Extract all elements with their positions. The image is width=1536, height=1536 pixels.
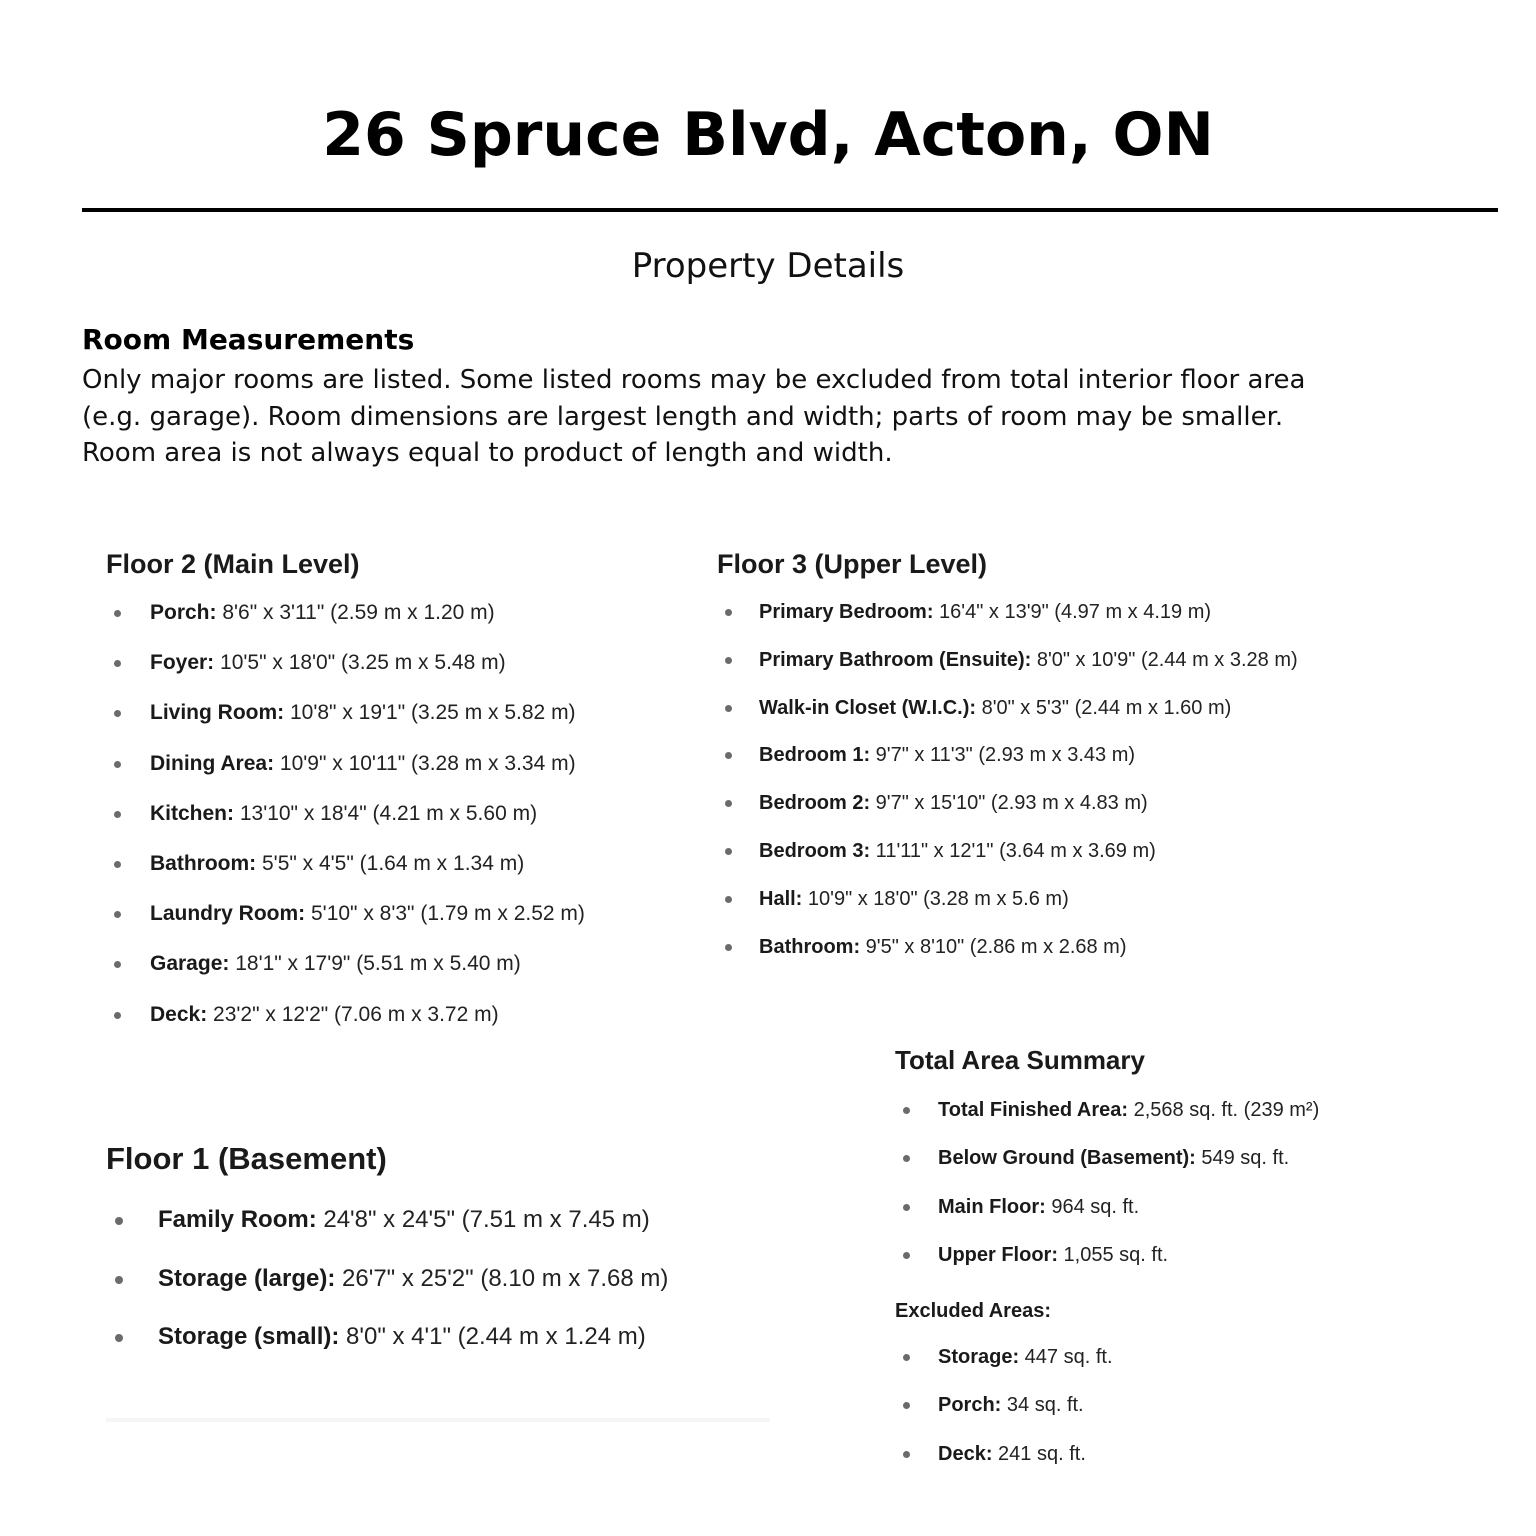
total-area-summary-section [895,1042,1319,1484]
room-label: Bathroom: [150,851,257,875]
list-item [717,833,1298,881]
room-dimensions: 11'11" x 12'1" (3.64 m x 3.69 m) [870,839,1156,862]
page-subtitle: Property Details [631,246,905,286]
room-label: Garage: [150,952,230,976]
room-label: Bedroom 3: [759,839,871,862]
room-dimensions: 26'7" x 25'2" (8.10 m x 7.68 m) [335,1264,669,1292]
bullet-icon [114,761,121,768]
room-label: Primary Bathroom (Ensuite): [759,648,1032,671]
list-item [106,1198,668,1257]
room-dimensions: 18'1" x 17'9" (5.51 m x 5.40 m) [229,952,521,976]
list-item [106,996,585,1046]
room-dimensions: 8'0" x 5'3" (2.44 m x 1.60 m) [976,696,1232,719]
bullet-icon [114,961,121,968]
room-label: Bedroom 2: [759,792,871,815]
room-dimensions: 5'10" x 8'3" (1.79 m x 2.52 m) [305,902,585,926]
floor-3-room-list [717,594,1298,976]
floor-2-room-list [106,594,585,1046]
summary-list [895,1092,1319,1285]
area-label: Below Ground (Basement): [938,1147,1196,1170]
area-label: Upper Floor: [938,1243,1058,1266]
bullet-icon [725,752,732,759]
floor-2-section [106,546,585,1046]
bullet-icon [114,811,121,818]
list-item [106,694,585,744]
room-label: Walk-in Closet (W.I.C.): [759,696,977,719]
room-dimensions: 9'7" x 11'3" (2.93 m x 3.43 m) [870,744,1136,767]
list-item [717,594,1298,642]
room-label: Primary Bedroom: [759,601,934,623]
area-label: Porch: [938,1394,1002,1417]
room-label: Porch: [150,601,217,624]
list-item [106,1257,668,1316]
list-item [717,881,1298,929]
room-dimensions: 8'0" x 4'1" (2.44 m x 1.24 m) [339,1323,646,1350]
room-dimensions: 10'9" x 18'0" (3.28 m x 5.6 m) [802,887,1069,910]
bullet-icon [903,1204,910,1211]
room-dimensions: 10'9" x 10'11" (3.28 m x 3.34 m) [274,751,576,775]
bullet-icon [725,944,732,951]
bullet-icon [903,1354,910,1361]
bullet-icon [725,896,732,903]
area-label: Main Floor: [938,1195,1046,1218]
floor-3-section [717,546,1298,976]
area-value: 447 sq. ft. [1019,1346,1113,1369]
list-item [106,745,585,795]
room-label: Dining Area: [150,751,275,775]
bullet-icon [114,1012,121,1019]
bullet-icon [115,1334,123,1342]
summary-title: Total Area Summary [895,1045,1145,1075]
room-label: Bedroom 1: [759,744,871,767]
room-label: Hall: [759,887,803,910]
area-label: Total Finished Area: [938,1099,1129,1121]
bullet-icon [903,1155,910,1162]
floor-1-room-list [106,1198,668,1374]
bullet-icon [725,705,732,712]
room-dimensions: 9'7" x 15'10" (2.93 m x 4.83 m) [870,792,1148,815]
list-item [895,1140,1319,1188]
room-label: Storage (large): [158,1264,336,1292]
room-label: Family Room: [158,1206,317,1233]
list-item [895,1436,1319,1484]
bullet-icon [114,660,121,667]
list-item [895,1387,1319,1435]
list-item [717,929,1298,977]
list-item [106,895,585,945]
area-label: Deck: [938,1442,993,1465]
list-item [106,644,585,694]
floor-3-title: Floor 3 (Upper Level) [717,549,988,579]
room-dimensions: 8'6" x 3'11" (2.59 m x 1.20 m) [216,601,495,624]
room-dimensions: 5'5" x 4'5" (1.64 m x 1.34 m) [256,851,525,875]
list-item [895,1237,1319,1285]
bullet-icon [115,1217,123,1225]
room-dimensions: 9'5" x 8'10" (2.86 m x 2.68 m) [860,935,1127,958]
list-item [106,1315,668,1374]
room-dimensions: 10'8" x 19'1" (3.25 m x 5.82 m) [284,701,576,725]
bullet-icon [725,657,732,664]
bullet-icon [114,911,121,918]
room-dimensions: 13'10" x 18'4" (4.21 m x 5.60 m) [234,801,538,825]
bullet-icon [903,1402,910,1409]
bullet-icon [114,861,121,868]
room-label: Deck: [150,1002,208,1026]
room-label: Bathroom: [759,935,861,958]
section-edge [106,1418,770,1422]
bullet-icon [903,1451,910,1458]
room-measurements-description: Only major rooms are listed. Some listed rooms may be excluded from total interior floor area (e.g. garage). Room dimensions are largest length and width; parts of room may be smaller. Room area is not always equal to product of length and width. [82,365,1306,468]
area-value: 2,568 sq. ft. (239 m²) [1128,1099,1320,1121]
area-value: 549 sq. ft. [1195,1147,1290,1170]
bullet-icon [114,610,121,617]
area-value: 964 sq. ft. [1045,1195,1140,1218]
room-label: Kitchen: [150,801,234,825]
list-item [717,737,1298,785]
list-item [106,594,585,644]
list-item [717,785,1298,833]
room-dimensions: 8'0" x 10'9" (2.44 m x 3.28 m) [1031,648,1298,671]
room-label: Storage (small): [158,1323,340,1350]
room-dimensions: 23'2" x 12'2" (7.06 m x 3.72 m) [207,1002,499,1026]
room-label: Living Room: [150,701,285,725]
bullet-icon [725,609,732,616]
excluded-areas-list [895,1339,1319,1484]
bullet-icon [725,800,732,807]
excluded-areas-title: Excluded Areas: [895,1300,1051,1323]
area-value: 1,055 sq. ft. [1058,1243,1169,1266]
list-item [895,1092,1319,1140]
floor-2-title: Floor 2 (Main Level) [106,549,360,579]
area-label: Storage: [938,1346,1020,1369]
list-item [895,1189,1319,1237]
list-item [106,795,585,845]
list-item [717,690,1298,738]
list-item [106,945,585,995]
area-value: 34 sq. ft. [1001,1394,1084,1417]
title-divider [82,208,1498,212]
page-title: 26 Spruce Blvd, Acton, ON [322,100,1214,170]
room-dimensions: 10'5" x 18'0" (3.25 m x 5.48 m) [214,651,506,675]
room-dimensions: 24'8" x 24'5" (7.51 m x 7.45 m) [316,1206,650,1233]
floor-1-section [106,1138,668,1374]
list-item [895,1339,1319,1387]
bullet-icon [115,1276,123,1284]
bullet-icon [725,848,732,855]
room-label: Laundry Room: [150,902,306,926]
area-value: 241 sq. ft. [992,1442,1086,1465]
room-measurements-heading: Room Measurements [82,323,415,356]
list-item [106,845,585,895]
room-dimensions: 16'4" x 13'9" (4.97 m x 4.19 m) [933,601,1212,623]
bullet-icon [903,1252,910,1259]
bullet-icon [903,1107,910,1114]
bullet-icon [114,710,121,717]
list-item [717,642,1298,690]
floor-1-title: Floor 1 (Basement) [106,1141,387,1176]
room-label: Foyer: [150,651,215,675]
